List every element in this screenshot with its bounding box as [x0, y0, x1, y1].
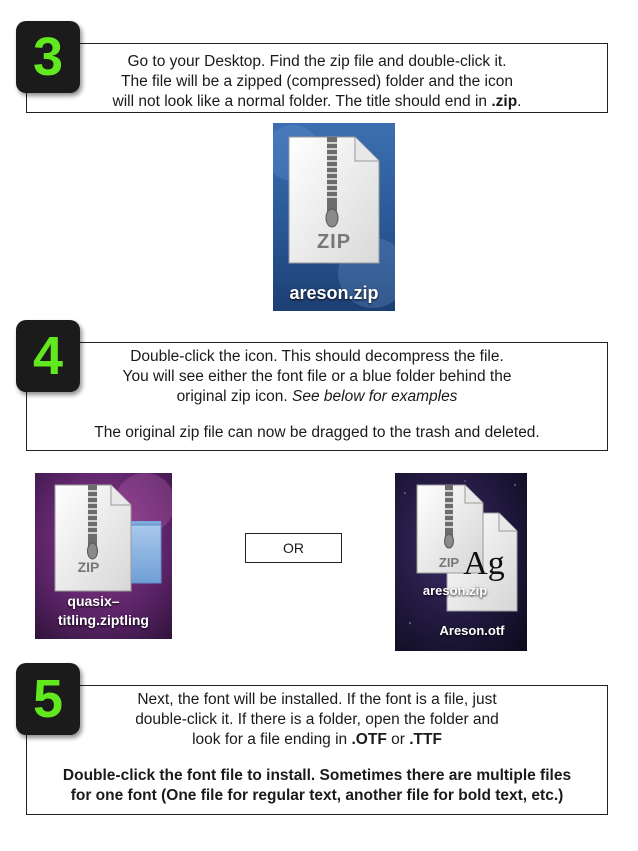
step-5-line-1: Next, the font will be installed. If the font is a file, just: [137, 691, 497, 708]
folder-example-screenshot: [35, 473, 172, 639]
step-3-line-3: will not look like a normal folder. The title should end in .zip.: [112, 93, 522, 110]
step-4-line-4: The original zip file can now be dragged to the trash and deleted.: [94, 424, 540, 441]
zip-icon-label: ZIP: [438, 555, 460, 570]
font-glyph-preview: Ag: [463, 545, 505, 582]
step-5-line-3: look for a file ending in .OTF or .TTF: [192, 731, 442, 748]
step-4-line-1: Double-click the icon. This should decompress the file.: [130, 348, 504, 365]
zip-file-screenshot: [273, 123, 395, 311]
step-5-badge: 5: [16, 663, 80, 735]
folder-caption-line-1: quasix–: [67, 593, 120, 609]
step-3-line-2: The file will be a zipped (compressed) folder and the icon: [120, 73, 513, 90]
step-5-bold-line-1: Double-click the font file to install. Sometimes there are multiple files: [62, 767, 572, 784]
font-file-example-screenshot: [395, 473, 527, 651]
or-label-box: OR: [245, 533, 342, 563]
step-5-line-2: double-click it. If there is a folder, open the folder and: [135, 711, 499, 728]
step-4-line-2: You will see either the font file or a blue folder behind the: [122, 368, 512, 385]
step-3-instructions: [26, 43, 608, 113]
zip-file-name: areson.zip: [422, 583, 488, 598]
step-5-bold-line-2: for one font (One file for regular text, another file for bold text, etc.): [70, 787, 564, 804]
font-file-name: Areson.otf: [439, 623, 505, 638]
zip-icon-label: ZIP: [77, 559, 100, 575]
zip-icon-label: ZIP: [316, 231, 352, 253]
step-4-instructions: [26, 342, 608, 451]
step-4-line-3: original zip icon. See below for examples: [176, 388, 458, 405]
step-3-line-1: Go to your Desktop. Find the zip file and double-click it.: [127, 53, 507, 70]
step-5-instructions: [26, 685, 608, 815]
zip-file-icon: [55, 485, 131, 591]
folder-caption-line-2: titling.ziptling: [58, 612, 149, 628]
step-3-badge: 3: [16, 21, 80, 93]
step-4-badge: 4: [16, 320, 80, 392]
zip-file-name: areson.zip: [289, 283, 379, 303]
